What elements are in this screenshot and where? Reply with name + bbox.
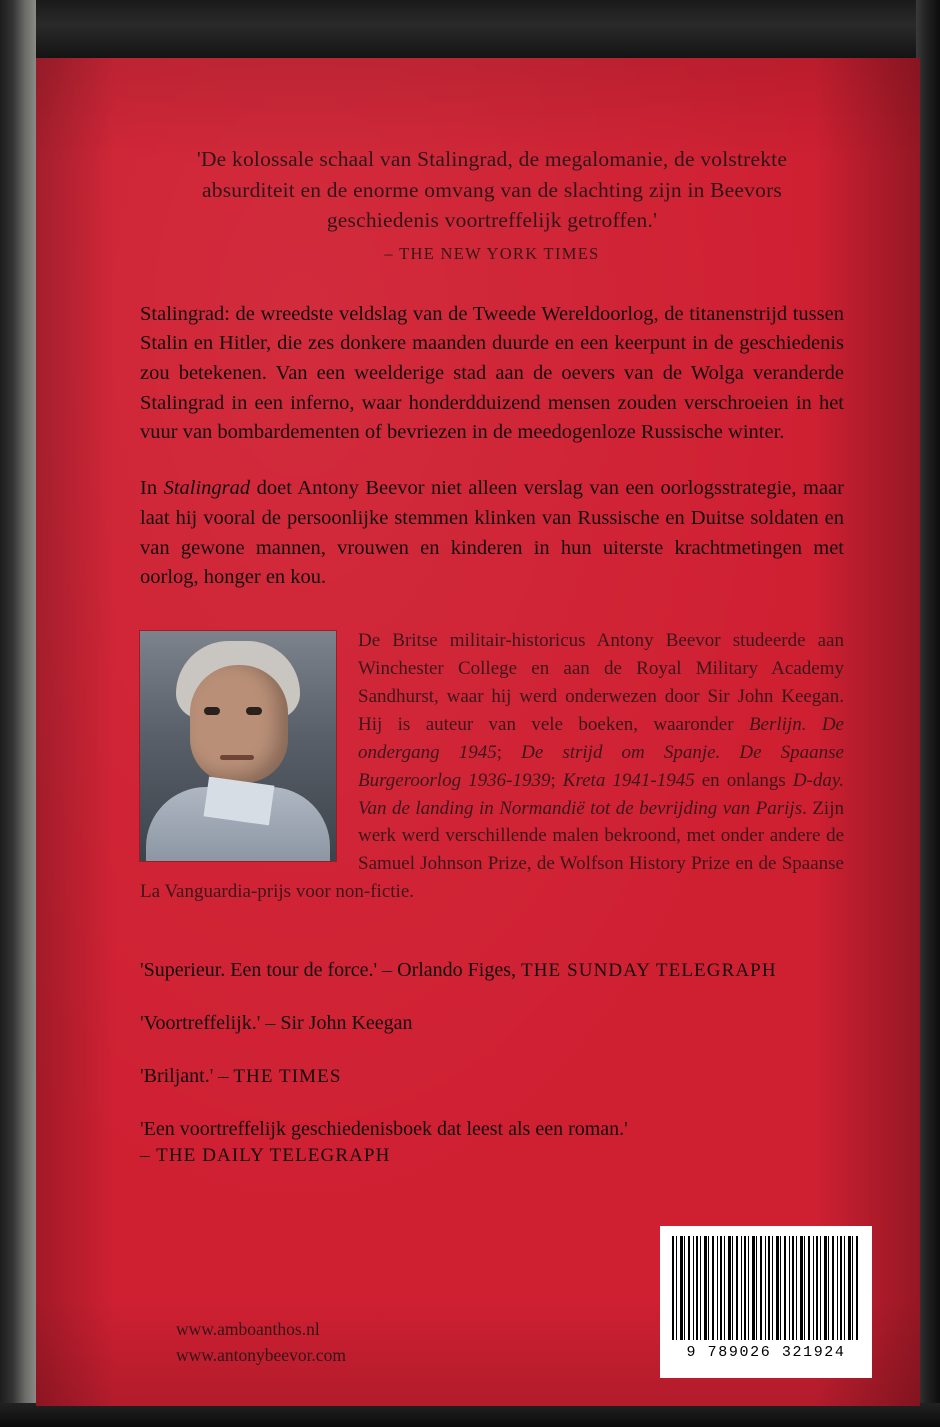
review-3-attribution: – — [213, 1065, 234, 1088]
blurb-p2-post: doet Antony Beevor niet alleen verslag van een oorlogsstrategie, maar laat hij vooral de persoonlijke stemmen klinken van Russische en Duitse soldaten en van gewone mannen, vrouwen en kinderen in hun uiterste krachtmetingen met oorlog, honger en kou. — [140, 477, 844, 589]
review-1-source: THE SUNDAY TELEGRAPH — [521, 960, 777, 982]
review-1-attribution: – Orlando Figes, — [377, 959, 522, 982]
bio-text-3: . Zijn werk werd verschillende malen bekroond, met onder andere de Samuel Johnson Prize, de Wolfson History Prize en de Spaanse La Vanguardia-prijs voor non-fictie. — [140, 797, 844, 903]
review-4-source: – THE DAILY TELEGRAPH — [140, 1145, 391, 1167]
bio-text-1: De Britse militair-historicus Antony Beevor studeerde aan Winchester College en aan de Royal Military Academy Sandhurst, waar hij werd onderwezen door Sir John Keegan. Hij is auteur van vele boeken, waaronder — [358, 630, 844, 735]
cover-surface — [36, 58, 920, 1406]
barcode-isbn-number: 9 789026 321924 — [686, 1344, 846, 1361]
review-quote-2 — [140, 1010, 844, 1037]
review-3-text: 'Briljant.' — [140, 1065, 214, 1088]
book-top-edge — [0, 0, 940, 62]
review-quote-4 — [140, 1116, 844, 1169]
barcode-bars — [672, 1236, 860, 1340]
website-author[interactable]: www.antonybeevor.com — [176, 1344, 346, 1365]
bio-title-4: D-day. Van de landing in Normandië tot de bevrijding van Parijs — [358, 769, 845, 819]
publisher-websites — [176, 1317, 346, 1368]
website-publisher[interactable]: www.amboanthos.nl — [176, 1319, 320, 1340]
review-2-attribution: – Sir John Keegan — [260, 1012, 413, 1035]
review-quote-3 — [140, 1063, 844, 1090]
book-bottom-edge — [0, 1403, 940, 1427]
bio-sep-2: ; — [550, 769, 563, 791]
blurb-p2-pre: In — [140, 477, 164, 500]
pull-quote: 'De kolossale schaal van Stalingrad, de megalomanie, de volstrekte absurditeit en de enorme omvang van de slachting zijn in Beevors geschiedenis voortreffelijk getroffen.' — [196, 147, 788, 233]
author-bio-block — [140, 627, 844, 927]
bio-title-3: Kreta 1941-1945 — [562, 769, 695, 791]
review-quotes-list — [140, 957, 844, 1169]
blurb-paragraph-2 — [140, 474, 844, 593]
barcode-block — [660, 1226, 872, 1378]
review-1-text: 'Superieur. Een tour de force.' — [140, 959, 378, 982]
bio-title-1: Berlijn. De ondergang 1945 — [358, 713, 844, 763]
review-3-source: THE TIMES — [233, 1066, 342, 1088]
pull-quote-source: – THE NEW YORK TIMES — [384, 243, 600, 263]
bio-sep-1: ; — [496, 741, 522, 763]
bio-text-2: en onlangs — [694, 769, 793, 791]
review-4-text: 'Een voortreffelijk geschiedenisboek dat leest als een roman.' — [140, 1118, 628, 1141]
author-bio-text — [140, 627, 844, 906]
book-spine — [0, 0, 36, 1427]
review-2-text: 'Voortreffelijk.' — [140, 1012, 261, 1035]
cover-content — [140, 144, 844, 1195]
blurb-p2-title: Stalingrad — [163, 477, 251, 500]
review-quote-1 — [140, 957, 844, 984]
blurb-paragraph-1: Stalingrad: de wreedste veldslag van de Tweede Wereldoorlog, de titanenstrijd tussen Stalin en Hitler, die zes donkere maanden duurde en een keerpunt in de geschiedenis zou betekenen. Van een weelderige stad aan de oevers van de Wolga veranderde Stalingrad in een inferno, waar honderdduizend mensen zouden verschroeien in het vuur van bombardementen of bevriezen in de meedogenloze Russische winter. — [140, 302, 844, 444]
bio-title-2: De strijd om Spanje. De Spaanse Burgeroorlog 1936-1939 — [358, 741, 844, 791]
